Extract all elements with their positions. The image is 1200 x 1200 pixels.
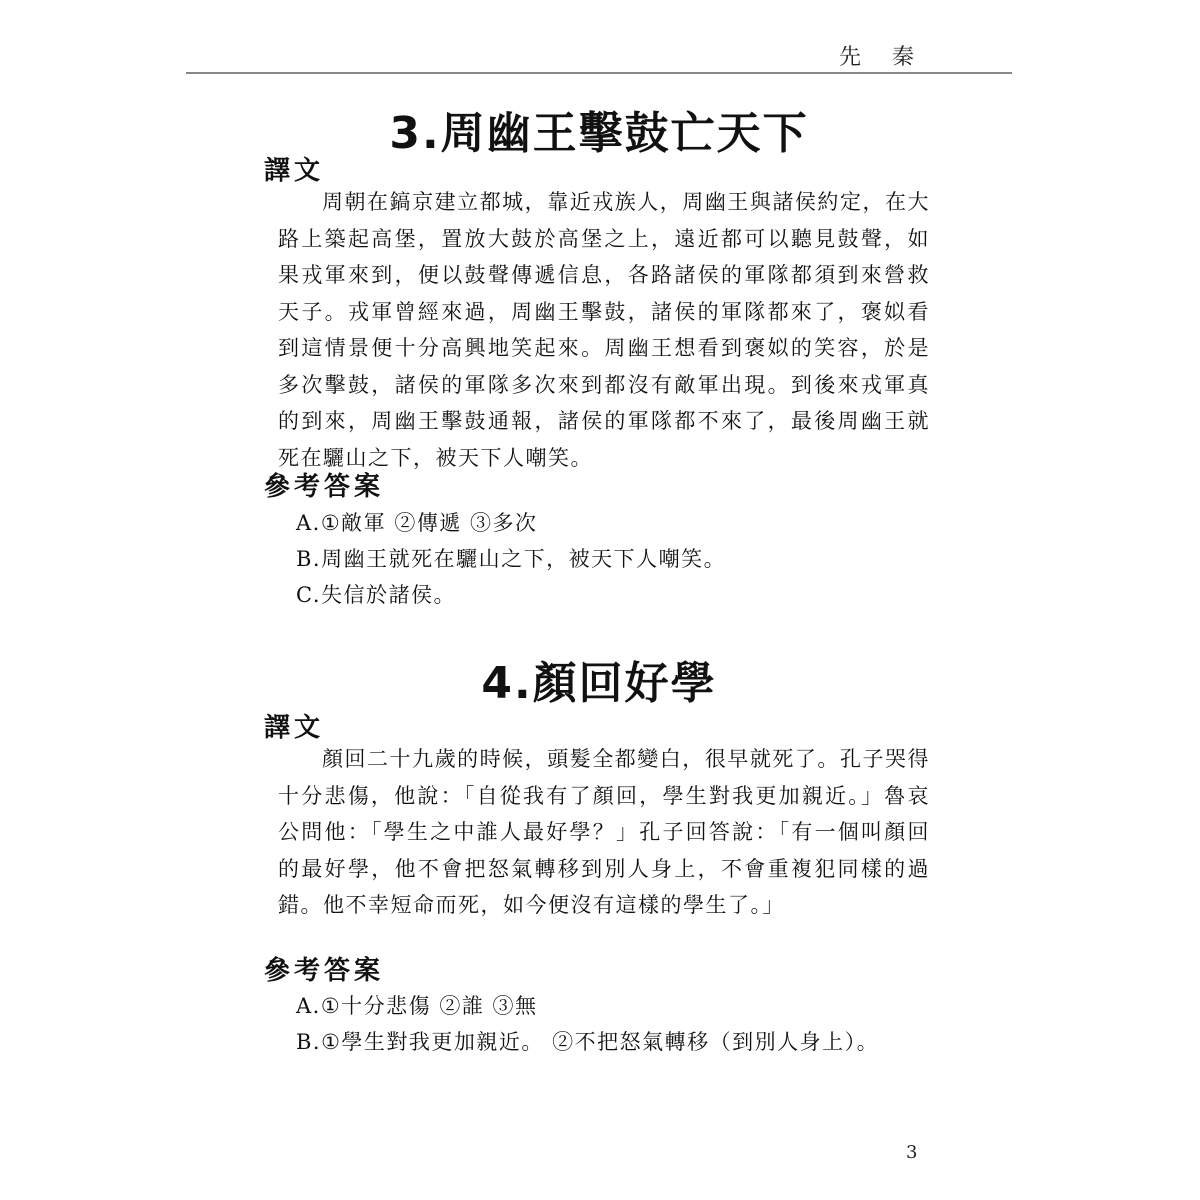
running-header-title: 先 秦 bbox=[839, 45, 926, 70]
answer-item: B.周幽王就死在驪山之下，被天下人嘲笑。 bbox=[296, 547, 727, 571]
translation-paragraph: 顏回二十九歲的時候，頭髮全都變白，很早就死了。孔子哭得十分悲傷，他說：「自從我有了顏回，學生對我更加親近。」魯哀公問他：「學生之中誰人最好學？」孔子回答說：「有一個叫顏回的最好學，他不會把怒氣轉移到別人身上，不會重複犯同樣的過錯。他不幸短命而死，如今便沒有這樣的學生了。」 bbox=[278, 747, 930, 917]
section-title: 3.周幽王擊鼓亡天下 bbox=[389, 108, 809, 159]
answers-heading: 參考答案 bbox=[264, 472, 385, 502]
translation-heading: 譯文 bbox=[264, 713, 325, 743]
page-number: 3 bbox=[906, 1142, 918, 1163]
translation-paragraph: 周朝在鎬京建立都城，靠近戎族人，周幽王與諸侯約定，在大路上築起高堡，置放大鼓於高堡之上，遠近都可以聽見鼓聲，如果戎軍來到，便以鼓聲傳遞信息，各路諸侯的軍隊都須到來營救天子。戎軍曾經來過，周幽王擊鼓，諸侯的軍隊都來了，褒姒看到這情景便十分高興地笑起來。周幽王想看到褒姒的笑容，於是多次擊鼓，諸侯的軍隊多次來到都沒有敵軍出現。到後來戎軍真的到來，周幽王擊鼓通報，諸侯的軍隊都不來了，最後周幽王就死在驪山之下，被天下人嘲笑。 bbox=[278, 190, 930, 470]
section-title: 4.顏回好學 bbox=[481, 658, 717, 709]
answer-item: C.失信於諸侯。 bbox=[296, 583, 456, 607]
translation-heading: 譯文 bbox=[264, 156, 325, 186]
answer-item: B.①學生對我更加親近。 ②不把怒氣轉移（到別人身上）。 bbox=[296, 1030, 880, 1054]
running-header bbox=[186, 36, 1012, 74]
answers-heading: 參考答案 bbox=[264, 956, 385, 986]
answer-item: A.①敵軍 ②傳遞 ③多次 bbox=[296, 511, 538, 535]
answer-item: A.①十分悲傷 ②誰 ③無 bbox=[296, 994, 538, 1018]
